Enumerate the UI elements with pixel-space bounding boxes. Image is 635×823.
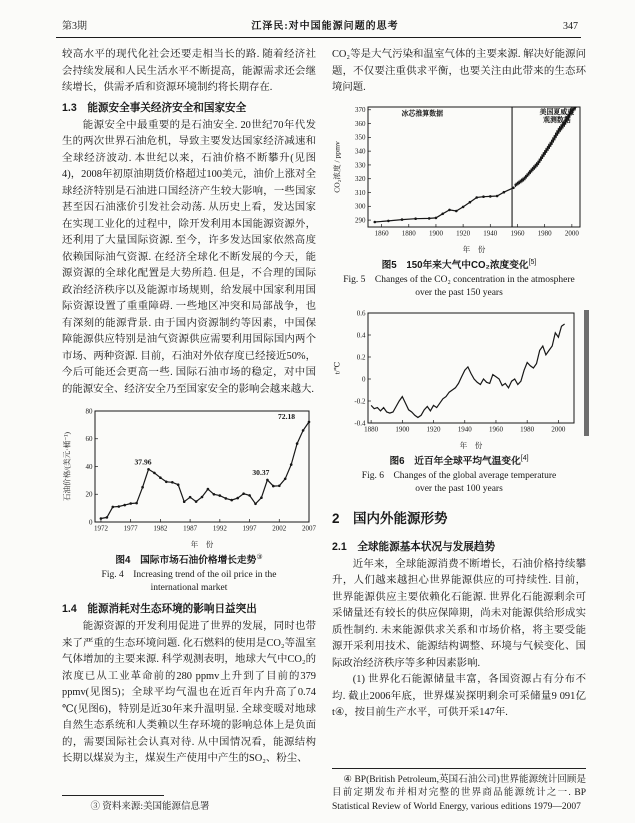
svg-text:40: 40 — [85, 462, 93, 471]
svg-text:t/℃: t/℃ — [332, 361, 342, 375]
journal-issue: 第3期 — [62, 21, 87, 32]
svg-text:石油价格/(美元·桶⁻¹): 石油价格/(美元·桶⁻¹) — [62, 431, 72, 502]
co2-chart — [332, 102, 590, 254]
svg-text:冰芯推算数据: 冰芯推算数据 — [401, 109, 444, 117]
svg-text:2007: 2007 — [302, 524, 316, 533]
svg-text:80: 80 — [85, 407, 93, 416]
paragraph-coal-reserves: (1) 世界化石能源储量丰富，各国资源占有分布不均. 截止2006年底，世界煤炭探明剩余可采储量9 091亿t④，按目前生产水平，可供开采147年. — [332, 674, 586, 719]
figure-6 — [332, 308, 586, 496]
svg-text:年 份: 年 份 — [459, 440, 483, 450]
figure-5-caption-cn: 图5 150年来大气中CO₂浓度变化[5] — [381, 258, 537, 271]
svg-text:1997: 1997 — [242, 524, 257, 533]
footnote-block-right — [332, 760, 586, 819]
svg-text:1982: 1982 — [153, 524, 168, 533]
running-title: 江泽民:对中国能源问题的思考 — [251, 21, 399, 32]
svg-text:350: 350 — [355, 133, 366, 142]
svg-text:1972: 1972 — [93, 524, 108, 533]
svg-text:1960: 1960 — [488, 425, 503, 434]
paragraph-global-energy: 近年来，全球能源消费不断增长，石油价格持续攀升，人们越来越担心世界能源供应的可持续性. 目前，世界能源供应主要依赖化石能源. 世界化石能源剩余可采储量还有较长的供应保障期，尚未对能源供给形成实质性制约. 未来能源供求关系和市场价格，将主要受能源开采利用技术、能源结构调整、环境与气候变化、国际政治经济秩序等多种因素影响. — [332, 558, 586, 669]
paragraph-environment: 能源资源的开发利用促进了世界的发展，同时也带来了严重的生态环境问题. 化石燃料的使用是CO₂等温室气体增加的主要来源. 科学观测表明，地球大气中CO₂的浓度已从工业革命前的280 ppmv上升到了目前的379 ppmv(见图5)；全球平均气温也在近百年内升高了0.74 ℃(见图6)，特别是近30年来升温明显. 全球变暖对地球自然生态系统和人类赖以生存环境的影响总体上是负面的，需要国际社会认真对待. 从中国情况看，能源结构长期以煤炭为主，煤炭生产使用中产生的SO₂、粉尘、 — [62, 621, 316, 765]
svg-text:20: 20 — [85, 490, 93, 499]
svg-text:310: 310 — [355, 188, 366, 197]
svg-text:60: 60 — [85, 435, 93, 444]
section-heading-1-3: 1.3 能源安全事关经济安全和国家安全 — [62, 101, 247, 114]
svg-text:340: 340 — [355, 147, 366, 156]
section-heading-2-1: 2.1 全球能源基本状况与发展趋势 — [332, 540, 496, 553]
svg-text:1920: 1920 — [456, 229, 471, 237]
svg-text:320: 320 — [355, 174, 366, 183]
paragraph-oil-security: 能源安全中最重要的是石油安全. 20世纪70年代发生的两次世界石油危机，导致主要发达国家经济减速和全球经济波动. 本世纪以来，石油价格不断攀升(见图4)，2008年初原油期货价格超过100美元，油价上涨对全球经济特别是石油进口国经济产生较大影响，一些国家甚至因石油涨价引发社会动荡. 从历史上看，发达国家在实现工业化的过程中，除开发利用本国能源资源外，还利用了大量国际资源. 至今，许多发达国家依然高度依赖国际油气资源. 在经济全球化不断发展的今天，能源资源的全球化配置是大势所趋. 但是，不合理的国际政治经济秩序以及能源市场规则，给发展中国家利用国际资源设置了重重障碍. 一些地区冲突和局部战争，也有深刻的能源背景. 由于国内资源制约等因素，中国保障能源供应特别是油气资源供应需要利用国际国内两个市场、两种资源. 目前，石油对外依存度已经接近50%，今后可能还会更高一些. 国际石油市场的稳定，对中国的能源安全、经济安全乃至国家安全的影响会越来越大. — [62, 119, 316, 395]
svg-text:年 份: 年 份 — [190, 540, 214, 549]
svg-text:1940: 1940 — [483, 229, 498, 237]
footnote-block-left — [62, 787, 316, 819]
svg-text:0.4: 0.4 — [356, 331, 366, 340]
page-header — [0, 0, 635, 37]
svg-text:CO₂浓度 / ppmv: CO₂浓度 / ppmv — [332, 140, 342, 193]
svg-text:0.2: 0.2 — [356, 353, 366, 362]
figure-4 — [62, 403, 316, 595]
figure-4-caption-cn: 图4 国际市场石油价格增长走势③ — [115, 554, 263, 567]
svg-text:1880: 1880 — [364, 425, 379, 434]
svg-text:1920: 1920 — [426, 425, 441, 434]
svg-text:72.18: 72.18 — [278, 411, 296, 421]
right-column — [332, 47, 586, 819]
oil-price-chart — [62, 403, 316, 549]
figure-4-footnote-marker: ③ — [256, 554, 263, 561]
figure-6-caption-en: Fig. 6 Changes of the global average temperature over the past 100 years — [361, 470, 557, 494]
svg-text:37.96: 37.96 — [134, 457, 152, 467]
section-heading-2: 2 国内外能源形势 — [332, 510, 448, 526]
svg-text:0: 0 — [89, 518, 93, 527]
svg-text:0.6: 0.6 — [356, 309, 366, 318]
svg-text:2002: 2002 — [272, 524, 287, 533]
svg-text:30.37: 30.37 — [252, 467, 270, 477]
temperature-chart — [332, 308, 590, 450]
header-rule — [56, 37, 581, 38]
svg-text:2000: 2000 — [564, 229, 579, 237]
svg-text:-0.2: -0.2 — [354, 397, 366, 406]
svg-text:360: 360 — [355, 119, 366, 128]
section-heading-1-4: 1.4 能源消耗对生态环境的影响日益突出 — [62, 603, 257, 616]
footnote-rule — [62, 795, 164, 796]
figure-6-caption-cn: 图6 近百年全球平均气温变化[4] — [389, 454, 529, 467]
two-column-body — [0, 45, 635, 819]
figure-6-reference-marker: [4] — [520, 454, 529, 462]
svg-text:1980: 1980 — [537, 229, 552, 237]
svg-text:年 份: 年 份 — [462, 244, 486, 254]
svg-text:1980: 1980 — [520, 425, 535, 434]
svg-text:美国夏威夷: 美国夏威夷 — [539, 108, 575, 116]
svg-text:1992: 1992 — [212, 524, 227, 533]
svg-text:300: 300 — [355, 202, 366, 211]
svg-text:370: 370 — [355, 105, 366, 114]
svg-text:330: 330 — [355, 160, 366, 169]
footnote-rule — [332, 768, 586, 769]
svg-text:2000: 2000 — [551, 425, 566, 434]
svg-text:1880: 1880 — [401, 229, 416, 237]
svg-text:1960: 1960 — [510, 229, 525, 237]
svg-text:1987: 1987 — [183, 524, 198, 533]
svg-text:1900: 1900 — [428, 229, 443, 237]
left-column — [62, 47, 316, 819]
footnote-4: ④ BP(British Petroleum,英国石油公司)世界能源统计回顾是目前定期发布并相对完整的世界商品能源统计之一. BP Statistical Review of World Energy, various editions 1979—2007 — [332, 774, 586, 813]
figure-5 — [332, 102, 586, 300]
svg-text:1940: 1940 — [457, 425, 472, 434]
svg-text:0: 0 — [362, 375, 366, 384]
footnote-3: ③ 资料来源:美国能源信息署 — [90, 802, 210, 813]
page-number: 347 — [563, 21, 578, 32]
paragraph-continuation: CO₂等是大气污染和温室气体的主要来源. 解决好能源问题，不仅要注重供求平衡，也要关注由此带来的生态环境问题. — [332, 49, 586, 93]
svg-text:290: 290 — [355, 216, 366, 225]
svg-text:1860: 1860 — [374, 229, 389, 237]
svg-text:观测数据: 观测数据 — [543, 116, 571, 124]
paragraph-continuation: 较高水平的现代化社会还要走相当长的路. 随着经济社会持续发展和人民生活水平不断提高，能源需求还会继续增长，供需矛盾和资源环境制约将长期存在. — [62, 49, 316, 93]
svg-text:-0.4: -0.4 — [354, 419, 366, 428]
svg-text:1900: 1900 — [395, 425, 410, 434]
figure-5-reference-marker: [5] — [528, 258, 537, 266]
figure-4-caption-en: Fig. 4 Increasing trend of the oil price in the international market — [101, 570, 277, 594]
svg-text:1977: 1977 — [123, 524, 138, 533]
figure-5-caption-en: Fig. 5 Changes of the CO₂ concentration in the atmosphere over the past 150 years — [343, 274, 575, 298]
